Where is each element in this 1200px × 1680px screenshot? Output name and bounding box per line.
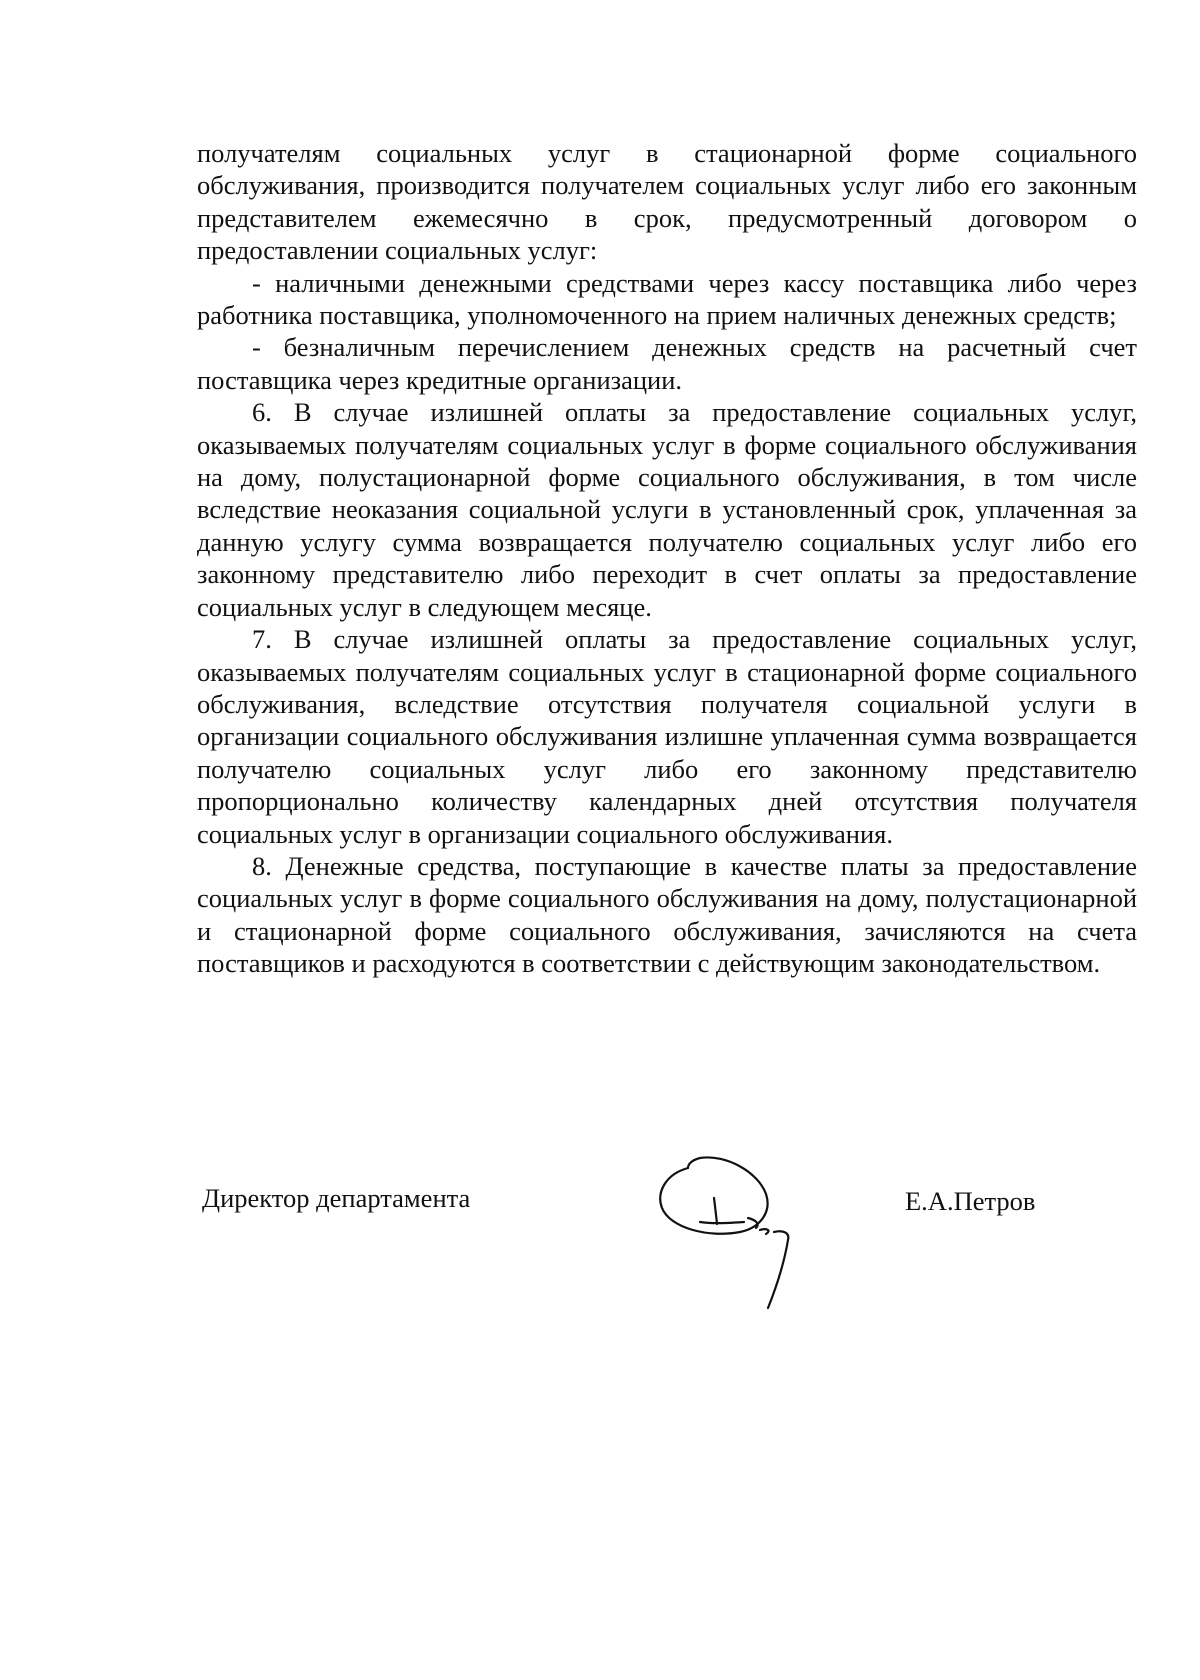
paragraph-cashless-payment: - безналичным перечислением денежных средств на расчетный счет поставщика через кредитные организации. <box>197 332 1137 395</box>
paragraph-cash-payment: - наличными денежными средствами через кассу поставщика либо через работника поставщика, уполномоченного на прием наличных денежных средств; <box>197 267 1137 331</box>
paragraph-item-6: 6. В случае излишней оплаты за предоставление социальных услуг, оказываемых получателям социальных услуг в форме социального обслуживания на дому, полустационарной форме социального обслуживания, в том числе вследствие неоказания социальной услуги в установленный срок, уплаченная за данную услугу сумма возвращается получателю социальных услуг либо его законному представителю либо переходит в счет оплаты за предоставление социальных услуг в следующем месяце. <box>197 397 1137 622</box>
document-body <box>197 137 1137 980</box>
handwritten-signature <box>648 1140 838 1310</box>
paragraph-item-7: 7. В случае излишней оплаты за предоставление социальных услуг, оказываемых получателям социальных услуг в стационарной форме социального обслуживания, вследствие отсутствия получателя социальной услуги в организации социального обслуживания излишне уплаченная сумма возвращается получателю социальных услуг либо его законному представителю пропорционально количеству календарных дней отсутствия получателя социальных услуг в организации социального обслуживания. <box>197 624 1137 849</box>
paragraph-item-8: 8. Денежные средства, поступающие в качестве платы за предоставление социальных услуг в форме социального обслуживания на дому, полустационарной и стационарной форме социального обслуживания, зачисляются на счета поставщиков и расходуются в соответствии с действующим законодательством. <box>197 850 1137 979</box>
signatory-title: Директор департамента <box>202 1183 471 1213</box>
signatory-name: Е.А.Петров <box>905 1186 1036 1216</box>
paragraph-payment-continuation: получателям социальных услуг в стационарной форме социального обслуживания, производится получателем социальных услуг либо его законным представителем ежемесячно в срок, предусмотренный договором о предоставлении социальных услуг: <box>197 138 1137 266</box>
